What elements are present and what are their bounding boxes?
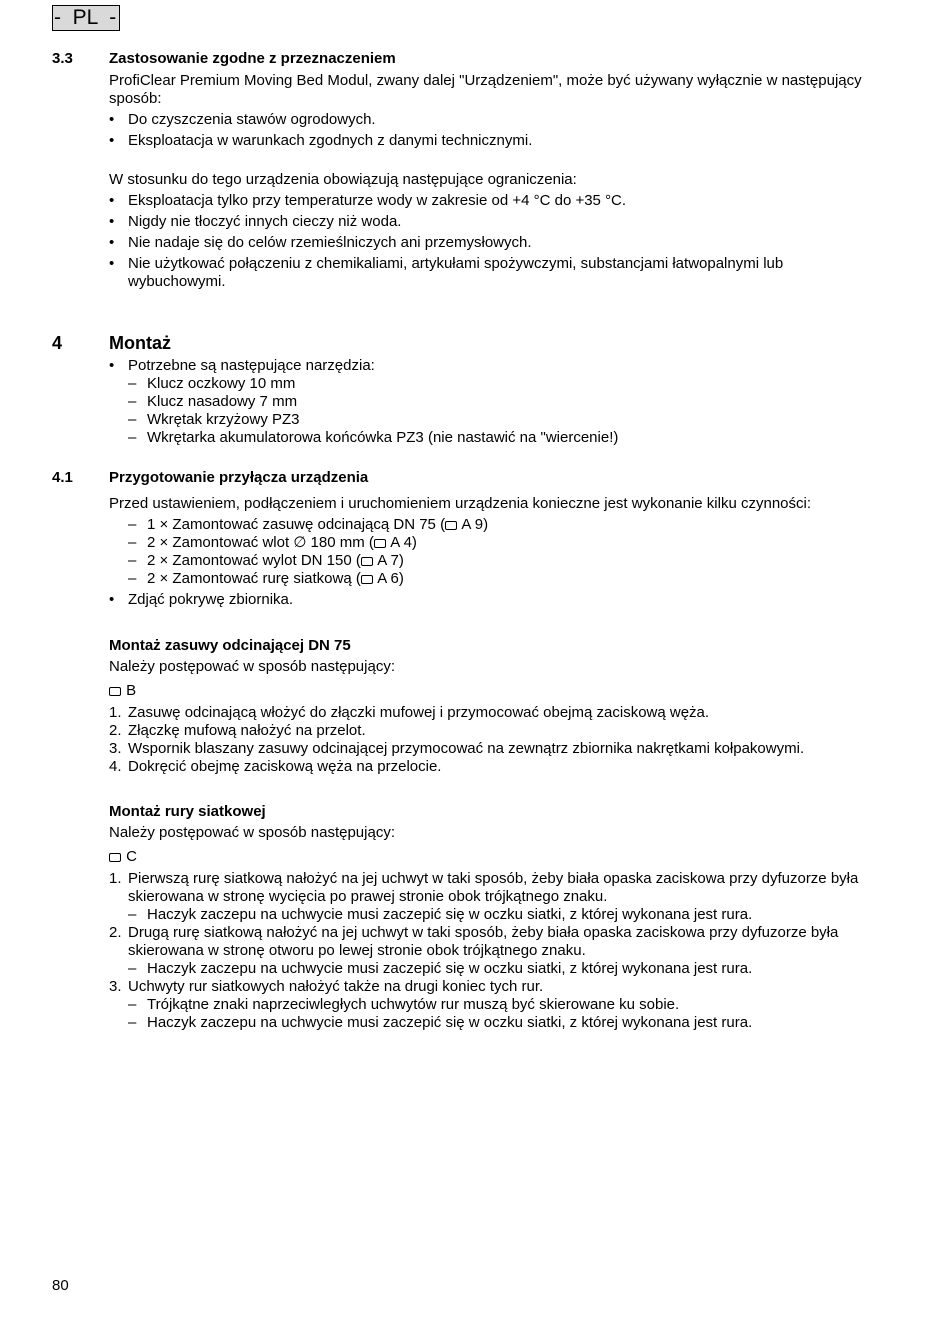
sub-item: – Haczyk zaczepu na uchwycie musi zaczepić się w oczku siatki, z której wykonana jest rura. xyxy=(128,1014,882,1032)
prep-steps xyxy=(109,516,882,609)
list-item: – Klucz nasadowy 7 mm xyxy=(109,393,882,411)
list-item: – Klucz oczkowy 10 mm xyxy=(109,375,882,393)
sub-item: – Haczyk zaczepu na uchwycie musi zaczepić się w oczku siatki, z której wykonana jest rura. xyxy=(128,960,882,978)
list-item: – 1 × Zamontować zasuwę odcinającą DN 75 ( A 9) xyxy=(109,516,882,534)
valve-steps xyxy=(109,704,882,776)
list-item: • Eksploatacja tylko przy temperaturze wody w zakresie od +4 °C do +35 °C. xyxy=(109,192,882,210)
sub-item: – Haczyk zaczepu na uchwycie musi zaczepić się w oczku siatki, z której wykonana jest rura. xyxy=(128,906,882,924)
limits-list xyxy=(109,192,882,291)
section-intro: Przed ustawieniem, podłączeniem i uruchomieniem urządzenia konieczne jest wykonanie kilku czynności: xyxy=(109,495,812,512)
section-number: 4.1 xyxy=(52,469,73,486)
subsection-intro: Należy postępować w sposób następujący: xyxy=(109,658,395,675)
figure-ref: C xyxy=(109,848,882,866)
list-item: 2. Złączkę mufową nałożyć na przelot. xyxy=(109,722,366,739)
language-tag: - PL - xyxy=(52,5,120,31)
figure-ref: B xyxy=(109,682,882,700)
subsection-title: Montaż zasuwy odcinającej DN 75 xyxy=(109,637,351,654)
list-item: – Wkrętarka akumulatorowa końcówka PZ3 (nie nastawić na "wiercenie!) xyxy=(109,429,882,447)
book-icon xyxy=(361,557,373,566)
list-item: • Do czyszczenia stawów ogrodowych. xyxy=(109,111,882,129)
mesh-steps xyxy=(109,870,882,1032)
list-item: – Wkrętak krzyżowy PZ3 xyxy=(109,411,882,429)
list-item: 2. Drugą rurę siatkową nałożyć na jej uchwyt w taki sposób, żeby biała opaska zaciskowa przy dyfuzorze była skierowana w stronę otworu po lewej stronie obok trójkątnego znaku. – Haczyk zaczepu na uchwycie musi zaczepić się w oczku siatki, z której wykonana jest rura. xyxy=(109,924,882,978)
list-item: • Zdjąć pokrywę zbiornika. xyxy=(109,591,882,609)
list-item: • Potrzebne są następujące narzędzia: xyxy=(109,357,882,375)
book-icon xyxy=(109,853,121,862)
section-title: Zastosowanie zgodne z przeznaczeniem xyxy=(109,50,396,67)
list-item: • Nigdy nie tłoczyć innych cieczy niż woda. xyxy=(109,213,882,231)
tools-list xyxy=(109,357,882,447)
section-number: 3.3 xyxy=(52,50,73,67)
section-title: Montaż xyxy=(109,333,171,353)
book-icon xyxy=(374,539,386,548)
book-icon xyxy=(109,687,121,696)
list-item: 1. Zasuwę odcinającą włożyć do złączki mufowej i przymocować obejmą zaciskową węża. xyxy=(109,704,710,721)
list-item: 3. Wspornik blaszany zasuwy odcinającej przymocować na zewnątrz zbiornika nakrętkami kołpakowymi. xyxy=(109,740,805,757)
list-item: • Eksploatacja w warunkach zgodnych z danymi technicznymi. xyxy=(109,132,882,150)
list-item: – 2 × Zamontować rurę siatkową ( A 6) xyxy=(109,570,882,588)
section-title: Przygotowanie przyłącza urządzenia xyxy=(109,469,369,486)
uses-list xyxy=(109,111,882,150)
list-item: 4. Dokręcić obejmę zaciskową węża na przelocie. xyxy=(109,758,442,775)
page-number: 80 xyxy=(52,1277,69,1294)
sub-item: – Trójkątne znaki naprzeciwległych uchwytów rur muszą być skierowane ku sobie. xyxy=(128,996,882,1014)
list-item: • Nie nadaje się do celów rzemieślniczych ani przemysłowych. xyxy=(109,234,882,252)
list-item: – 2 × Zamontować wlot ∅ 180 mm ( A 4) xyxy=(109,534,882,552)
limits-intro: W stosunku do tego urządzenia obowiązują następujące ograniczenia: xyxy=(109,171,577,188)
section-number: 4 xyxy=(52,333,63,353)
list-item: 1. Pierwszą rurę siatkową nałożyć na jej uchwyt w taki sposób, żeby biała opaska zaciskowa przy dyfuzorze była skierowana w stronę wycięcia po prawej stronie obok trójkątnego znaku. – Haczyk zaczepu na uchwycie musi zaczepić się w oczku siatki, z której wykonana jest rura. xyxy=(109,870,882,924)
book-icon xyxy=(361,575,373,584)
list-item: – 2 × Zamontować wylot DN 150 ( A 7) xyxy=(109,552,882,570)
list-item: • Nie użytkować połączeniu z chemikaliami, artykułami spożywczymi, substancjami łatwopalnymi lub wybuchowymi. xyxy=(109,255,882,291)
subsection-title: Montaż rury siatkowej xyxy=(109,803,266,820)
section-intro: ProfiClear Premium Moving Bed Modul, zwany dalej "Urządzeniem", może być używany wyłącznie w następujący sposób: xyxy=(109,72,862,107)
list-item: 3. Uchwyty rur siatkowych nałożyć także na drugi koniec tych rur. – Trójkątne znaki naprzeciwległych uchwytów rur muszą być skierowane ku sobie. – Haczyk zaczepu na uchwycie musi zaczepić się w oczku siatki, z której wykonana jest rura. xyxy=(109,978,882,1032)
book-icon xyxy=(445,521,457,530)
subsection-intro: Należy postępować w sposób następujący: xyxy=(109,824,395,841)
